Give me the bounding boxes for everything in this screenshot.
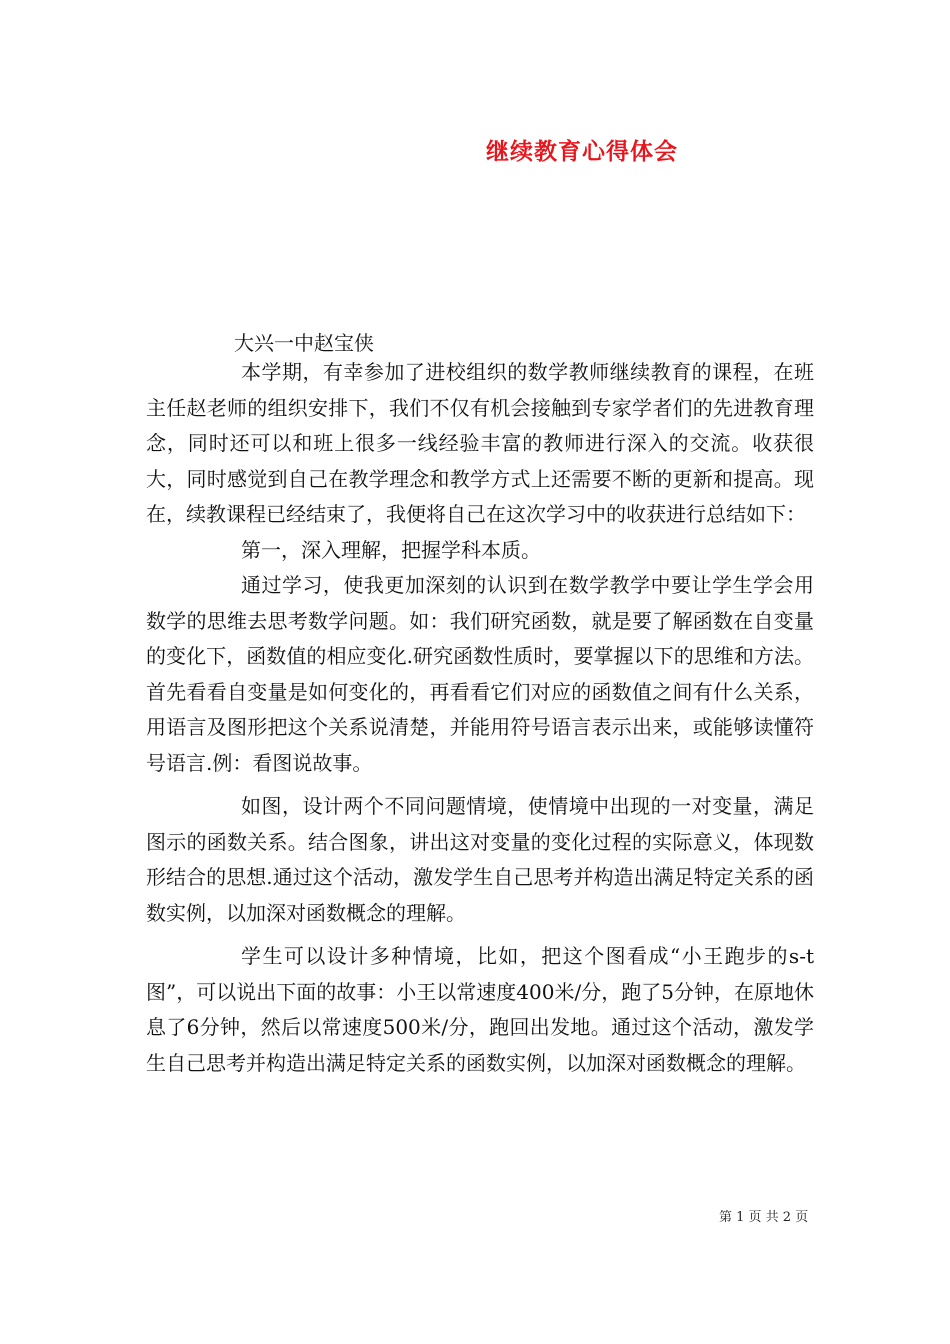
paragraph-story: 学生可以设计多种情境，比如，把这个图看成“小王跑步的s-t图”，可以说出下面的故事：小王以常速度400米/分，跑了5分钟，在原地休息了6分钟，然后以常速度500米/分，跑回出发地。通过这个活动，激发学生自己思考并构造出满足特定关系的函数实例，以加深对函数概念的理解。	[146, 944, 814, 1075]
paragraph-learning: 通过学习，使我更加深刻的认识到在数学教学中要让学生学会用数学的思维去思考数学问题。如：我们研究函数，就是要了解函数在自变量的变化下，函数值的相应变化.研究函数性质时，要掌握以下的思维和方法。首先看看自变量是如何变化的，再看看它们对应的函数值之间有什么关系，用语言及图形把这个关系说清楚，并能用符号语言表示出来，或能够读懂符号语言.例：看图说故事。	[146, 573, 814, 775]
page-number-footer: 第 1 页 共 2 页	[719, 1210, 809, 1225]
paragraph-example: 如图，设计两个不同问题情境，使情境中出现的一对变量，满足图示的函数关系。结合图象，讲出这对变量的变化过程的实际意义，体现数形结合的思想.通过这个活动，激发学生自己思考并构造出满足特定关系的函数实例，以加深对函数概念的理解。	[146, 794, 814, 925]
paragraph-heading-first: 第一，深入理解，把握学科本质。	[241, 537, 541, 562]
document-title: 继续教育心得体会	[486, 138, 678, 165]
paragraph-intro: 本学期，有幸参加了进校组织的数学教师继续教育的课程，在班主任赵老师的组织安排下，我们不仅有机会接触到专家学者们的先进教育理念，同时还可以和班上很多一线经验丰富的教师进行深入的交流。收获很大，同时感觉到自己在教学理念和教学方式上还需要不断的更新和提高。现在，续教课程已经结束了，我便将自己在这次学习中的收获进行总结如下：	[146, 360, 814, 526]
document-body	[146, 355, 814, 1081]
author-line: 大兴一中赵宝侠	[234, 331, 374, 355]
